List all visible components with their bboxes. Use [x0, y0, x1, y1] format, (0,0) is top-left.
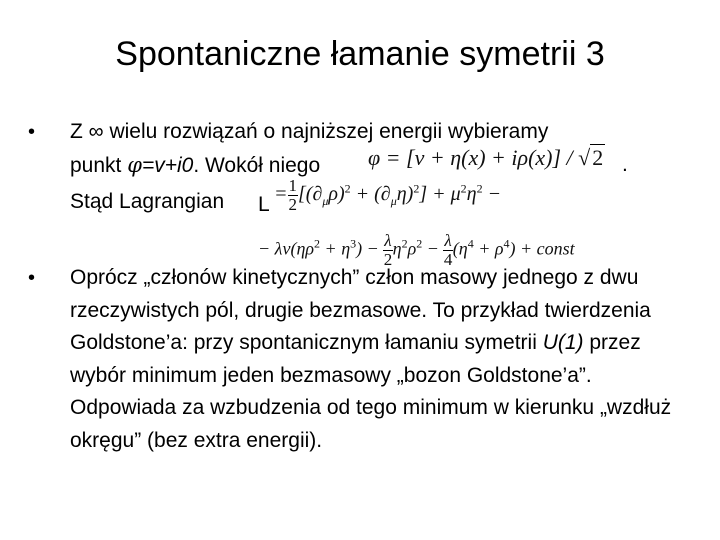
bullet-marker: •: [28, 267, 36, 289]
lagrangian-potential-formula: − $\lambda v(\eta\rho^2 + \eta^3)$ − $\frac{\lambda}{2}$ $\eta^2\rho^2$ − $\frac{\lambda}{4}$ $(\eta^4 + \rho^4)$ + const: [258, 231, 575, 269]
bullet1-line2: punkt φ=v+i0. Wokół niego: [70, 153, 321, 177]
bullet1-line3: Stąd Lagrangian: [70, 190, 225, 213]
field-expansion-formula: φ = [v + η(x) + iρ(x)] / √2: [368, 145, 604, 170]
lagrangian-symbol: L: [258, 193, 270, 216]
slide-title: Spontaniczne łamanie symetrii 3: [115, 35, 605, 73]
u1-symmetry: U(1): [542, 331, 584, 354]
bullet1-line2-tail: .: [622, 153, 628, 176]
phi-symbol: φ: [127, 153, 142, 177]
bullet-marker: •: [28, 121, 36, 143]
bullet1-line1: Z ∞ wielu rozwiązań o najniższej energii wybieramy: [70, 120, 549, 143]
bullet2-text: Oprócz „członów kinetycznych” człon masowy jednego z dwu rzeczywistych pól, drugie bezmasowe. To przykład twierdzenia Goldstone’a: przy spontanicznym łamaniu symetrii U(1) przez wybór minimum jeden bezmasowy „bozon Goldstone’a”. Odpowiada za wzbudzenia od tego minimum w kierunku „wzdłuż okręgu” (bez extra energii).: [70, 266, 672, 452]
lagrangian-kinetic-formula: = $\frac{1}{2}$ $[(\partial_\mu\rho)^2 + (\partial_\mu\eta)^2] + \mu^2\eta^2$ −: [274, 176, 502, 214]
